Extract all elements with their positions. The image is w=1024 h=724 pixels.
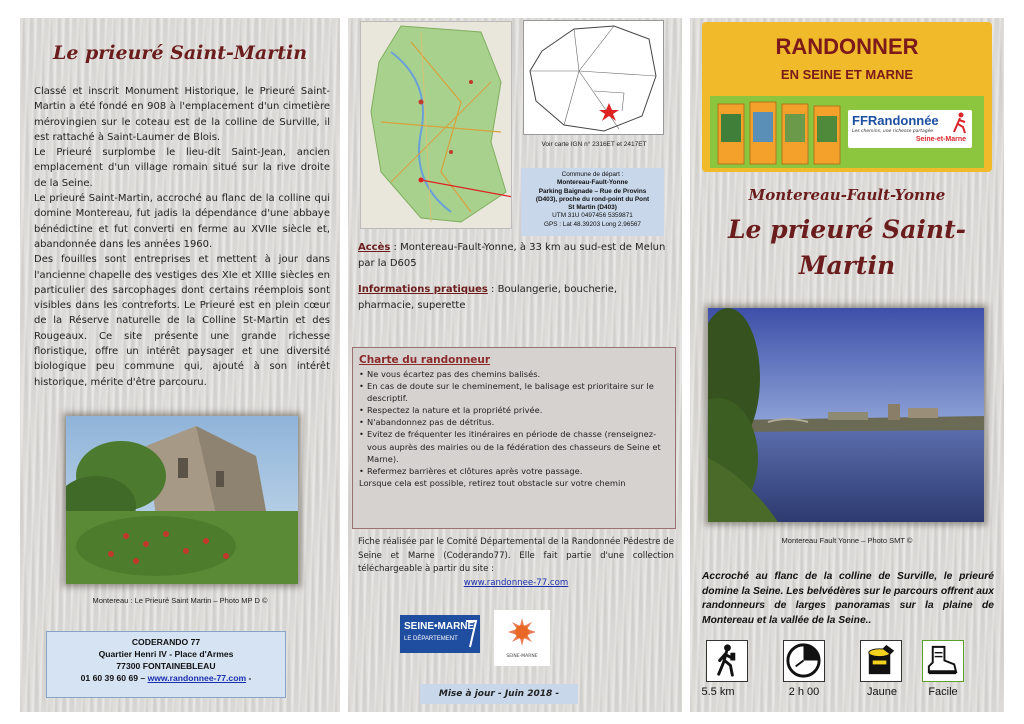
priory-photo xyxy=(66,416,298,584)
middle-panel xyxy=(348,18,682,712)
update-date: Mise à jour - Juin 2018 - xyxy=(420,684,578,704)
region-map xyxy=(360,21,512,229)
coderando-phone: 01 60 39 60 69 – xyxy=(80,673,148,683)
main-title-line-2: Martin xyxy=(798,251,896,280)
walker-figure-icon xyxy=(952,112,968,134)
charter-item: • Respectez la nature et la propriété privée. xyxy=(359,404,669,416)
distance-label: 5.5 km xyxy=(701,686,735,698)
ffr-logo-region: Seine-et-Marne xyxy=(915,136,966,143)
distance-badge xyxy=(706,640,748,682)
left-panel xyxy=(20,18,340,712)
practical-info-text: : Boulangerie, boucherie, pharmacie, superette xyxy=(358,284,618,311)
ffrandonnee-logo xyxy=(848,110,972,148)
priory-photo-caption: Montereau : Le Prieuré Saint Martin – Photo MP D © xyxy=(92,596,268,605)
credits-website-link[interactable]: www.randonnee-77.com xyxy=(463,577,569,588)
priory-paragraph-3: Le prieuré Saint-Martin, accroché au flanc de la colline qui domine Montereau, fut jadis la dépendance d'une abbaye bénédictine et fut converti en ferme au XVIIe siècle et, abandonnée dans les années 1960. xyxy=(34,193,330,250)
charter-item: • Ne vous écartez pas des chemins balisés. xyxy=(359,368,669,380)
start-address-1: Parking Baignade – Rue de Provins xyxy=(538,187,647,195)
coderando-phone-line xyxy=(49,672,283,684)
charter-item: • Evitez de fréquenter les itinéraires en période de chasse (renseignez-vous auprès des mairies ou de la fédération des chasseurs de Seine et Marne). xyxy=(359,428,669,464)
main-title xyxy=(690,212,1004,284)
coderando-tail: - xyxy=(246,673,252,683)
credits-text xyxy=(358,536,674,590)
start-town: Montereau-Fault-Yonne xyxy=(557,179,628,187)
ffr-logo-name: FFRandonnée xyxy=(852,113,939,128)
credits-body: Fiche réalisée par le Comité Départemental de la Randonnée Pédestre de Seine et Marne (Coderando77). Elle fait partie d'une collection téléchargeable à partir du site : xyxy=(358,537,674,574)
hiking-banner xyxy=(702,22,992,172)
main-title-line-1: Le prieuré Saint- xyxy=(727,215,967,244)
difficulty-badge xyxy=(922,640,964,682)
small-logo-text: SEINE-MARNE xyxy=(506,654,538,659)
coderando-address-2: 77300 FONTAINEBLEAU xyxy=(116,661,216,671)
charter-list xyxy=(359,368,669,477)
coderando-website-link[interactable]: www.randonnee-77.com xyxy=(147,673,247,683)
practical-info xyxy=(358,282,674,314)
start-heading: Commune de départ : xyxy=(561,171,624,178)
start-address-2: (D403), proche du rond-point du Pont xyxy=(535,195,650,203)
practical-info-label: Informations pratiques xyxy=(358,284,488,295)
ign-map-reference: Voir carte IGN n° 2316ET et 2417ET xyxy=(541,141,647,148)
clock-icon xyxy=(784,641,823,680)
banner-subtitle: EN SEINE ET MARNE xyxy=(780,67,914,82)
river-photo-caption: Montereau Fault Yonne – Photo SMT © xyxy=(781,536,913,545)
access-text: : Montereau-Fault-Yonne, à 33 km au sud-est de Melun par la D605 xyxy=(358,242,666,269)
marking-color-label: Jaune xyxy=(867,686,897,698)
charter-title: Charte du randonneur xyxy=(359,354,491,366)
start-gps: GPS : Lat 48.39203 Long 2.96567 xyxy=(543,220,641,228)
priory-section-title: Le prieuré Saint-Martin xyxy=(52,42,308,64)
seine-marne-logo-text: SEINE•MARNE xyxy=(404,621,475,632)
paint-pot-icon xyxy=(861,641,900,680)
marking-color-badge xyxy=(860,640,902,682)
hiker-icon xyxy=(707,641,746,680)
banner-title: RANDONNER xyxy=(775,34,919,59)
charter-item: • N'abandonnez pas de détritus. xyxy=(359,416,669,428)
difficulty-label: Facile xyxy=(928,686,958,698)
start-address-3: St Martin (D403) xyxy=(568,204,617,212)
river-photo xyxy=(708,308,984,522)
start-point-box xyxy=(521,168,664,236)
seine-marne-logo-subtext: LE DÉPARTEMENT xyxy=(404,636,458,642)
access-info xyxy=(358,240,674,272)
priory-paragraph-4: Des fouilles sont entreprises et mettent à jour dans l'ancienne chapelle des vestiges des XIe et XIIIe siècles en particulier des sarcophages dont certains réemplois sont visibles dans les contreforts. Le Prieuré est en plein cœur de la Réserve naturelle de la Colline St-Martin et des Rougeaux. Ce site présente une grande richesse floristique, offre un intérêt paysager et une diversité biologique peu commune qui, ajouté à son intérêt historique, mérite d'être parcouru. xyxy=(34,254,330,388)
boot-icon xyxy=(923,641,962,680)
seine-marne-department-logo xyxy=(400,615,480,653)
coderando-contact-box xyxy=(46,631,286,698)
access-label: Accès xyxy=(358,242,391,253)
seine-marne-emblem-icon xyxy=(464,619,478,649)
right-panel xyxy=(690,18,1004,712)
coderando-name: CODERANDO 77 xyxy=(131,637,201,647)
charter-item: • Refermez barrières et clôtures après votre passage. xyxy=(359,465,669,477)
duration-badge xyxy=(783,640,825,682)
coderando-address-1: Quartier Henri IV - Place d'Armes xyxy=(98,649,234,659)
charter-closing-note: Lorsque cela est possible, retirez tout obstacle sur votre chemin xyxy=(359,477,626,488)
ffr-logo-tagline: Les chemins, une richesse partagée xyxy=(852,129,934,134)
seine-marne-tourism-logo xyxy=(494,610,550,666)
charter-item: • En cas de doute sur le cheminement, le balisage est prioritaire sur le descriptif. xyxy=(359,380,669,404)
duration-label: 2 h 00 xyxy=(788,686,820,698)
hiker-charter-box xyxy=(352,347,676,529)
priory-description xyxy=(34,84,330,390)
town-name: Montereau-Fault-Yonne xyxy=(748,186,946,204)
priory-paragraph-1: Classé et inscrit Monument Historique, le Prieuré Saint-Martin a été fondé en 908 à l'emplacement d'un cimetière mérovingien sur le coteau est de la colline de Surville, il est rattaché à Saint-Laumer de Blois. xyxy=(34,86,330,143)
start-utm: UTM 31U 0497456 5359871 xyxy=(552,212,633,220)
priory-paragraph-2: Le Prieuré surplombe le lieu-dit Saint-Jean, ancien emplacement d'un village romain situé sur la rive droite de la Seine. xyxy=(34,147,330,189)
walk-summary: Accroché au flanc de la colline de Surville, le prieuré domine la Seine. Les belvédères sur le parcours offrent aux randonneurs de larges panoramas sur la plaine de Montereau et la vallée de la Seine.. xyxy=(702,571,994,626)
france-locator-map xyxy=(523,20,664,135)
